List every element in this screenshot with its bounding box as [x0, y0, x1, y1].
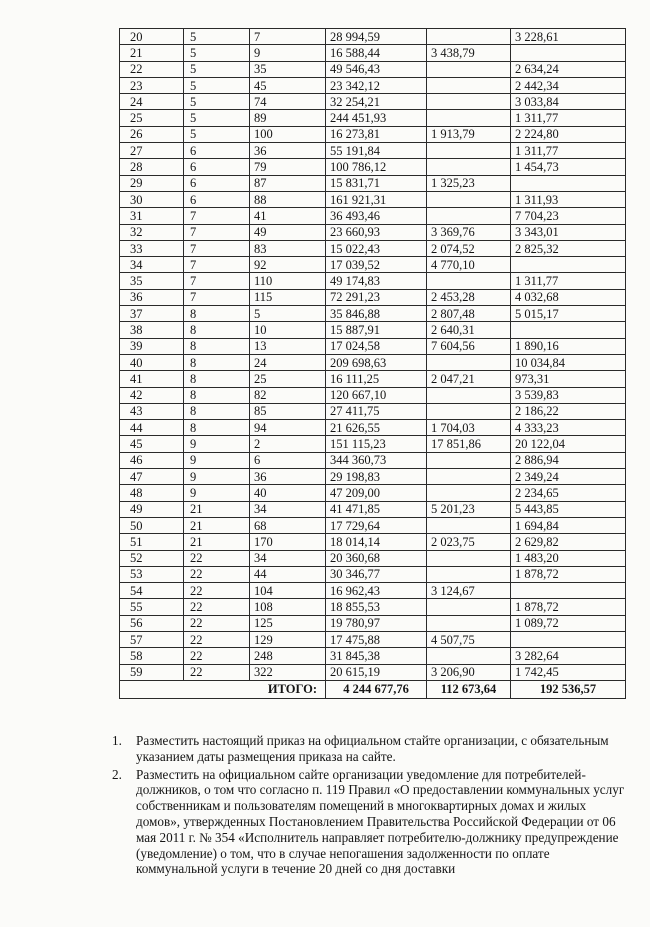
accrual-amount: 3 282,64	[511, 648, 626, 664]
payment-amount: 1 913,79	[427, 126, 511, 142]
payment-amount: 17 851,86	[427, 436, 511, 452]
table-row	[120, 306, 626, 322]
accrual-amount	[511, 322, 626, 338]
house-number: 7	[184, 224, 250, 240]
table-row	[120, 29, 626, 45]
row-number: 47	[120, 469, 184, 485]
payment-amount	[427, 387, 511, 403]
accrual-amount: 7 704,23	[511, 208, 626, 224]
table-row	[120, 452, 626, 468]
house-number: 22	[184, 566, 250, 582]
payment-amount	[427, 566, 511, 582]
instruction-item	[112, 767, 632, 878]
accrual-amount: 2 234,65	[511, 485, 626, 501]
row-number: 45	[120, 436, 184, 452]
table-row	[120, 648, 626, 664]
debt-amount: 16 962,43	[326, 583, 427, 599]
row-number: 35	[120, 273, 184, 289]
row-number: 42	[120, 387, 184, 403]
table-row	[120, 289, 626, 305]
payment-amount: 4 507,75	[427, 631, 511, 647]
row-number: 36	[120, 289, 184, 305]
payment-amount	[427, 29, 511, 45]
apartment-number: 13	[250, 338, 326, 354]
payment-amount: 1 704,03	[427, 420, 511, 436]
payment-amount	[427, 403, 511, 419]
apartment-number: 40	[250, 485, 326, 501]
house-number: 22	[184, 615, 250, 631]
debt-table-body	[120, 29, 626, 681]
apartment-number: 49	[250, 224, 326, 240]
house-number: 21	[184, 517, 250, 533]
row-number: 58	[120, 648, 184, 664]
payment-amount	[427, 615, 511, 631]
row-number: 55	[120, 599, 184, 615]
debt-amount: 161 921,31	[326, 191, 427, 207]
accrual-amount: 20 122,04	[511, 436, 626, 452]
table-row	[120, 485, 626, 501]
debt-amount: 17 729,64	[326, 517, 427, 533]
row-number: 21	[120, 45, 184, 61]
debt-amount: 209 698,63	[326, 354, 427, 370]
row-number: 24	[120, 94, 184, 110]
row-number: 54	[120, 583, 184, 599]
debt-amount: 21 626,55	[326, 420, 427, 436]
apartment-number: 87	[250, 175, 326, 191]
apartment-number: 100	[250, 126, 326, 142]
apartment-number: 5	[250, 306, 326, 322]
table-row	[120, 517, 626, 533]
table-row	[120, 436, 626, 452]
house-number: 22	[184, 648, 250, 664]
row-number: 39	[120, 338, 184, 354]
debt-amount: 20 360,68	[326, 550, 427, 566]
apartment-number: 68	[250, 517, 326, 533]
apartment-number: 25	[250, 371, 326, 387]
accrual-amount: 1 742,45	[511, 664, 626, 680]
house-number: 5	[184, 110, 250, 126]
payment-amount	[427, 191, 511, 207]
apartment-number: 88	[250, 191, 326, 207]
row-number: 32	[120, 224, 184, 240]
house-number: 8	[184, 354, 250, 370]
table-row	[120, 403, 626, 419]
debt-amount: 344 360,73	[326, 452, 427, 468]
payment-amount	[427, 94, 511, 110]
debt-amount: 19 780,97	[326, 615, 427, 631]
accrual-amount: 3 343,01	[511, 224, 626, 240]
accrual-amount: 2 349,24	[511, 469, 626, 485]
house-number: 9	[184, 436, 250, 452]
table-row	[120, 420, 626, 436]
debt-amount: 120 667,10	[326, 387, 427, 403]
payment-amount	[427, 159, 511, 175]
payment-amount	[427, 110, 511, 126]
row-number: 30	[120, 191, 184, 207]
table-row	[120, 126, 626, 142]
apartment-number: 10	[250, 322, 326, 338]
debt-amount: 49 174,83	[326, 273, 427, 289]
debt-amount: 16 111,25	[326, 371, 427, 387]
payment-amount: 2 047,21	[427, 371, 511, 387]
instruction-text: Разместить настоящий приказ на официальном стайте организации, с обязательным указанием даты размещения приказа на сайте.	[136, 733, 609, 764]
row-number: 20	[120, 29, 184, 45]
row-number: 49	[120, 501, 184, 517]
payment-amount: 2 640,31	[427, 322, 511, 338]
accrual-amount: 2 825,32	[511, 240, 626, 256]
apartment-number: 41	[250, 208, 326, 224]
row-number: 51	[120, 534, 184, 550]
table-row	[120, 387, 626, 403]
total-col5: 112 673,64	[427, 680, 511, 698]
table-row	[120, 224, 626, 240]
table-row	[120, 110, 626, 126]
table-row	[120, 631, 626, 647]
row-number: 38	[120, 322, 184, 338]
house-number: 7	[184, 240, 250, 256]
row-number: 53	[120, 566, 184, 582]
apartment-number: 110	[250, 273, 326, 289]
debt-amount: 29 198,83	[326, 469, 427, 485]
accrual-amount	[511, 583, 626, 599]
table-row	[120, 354, 626, 370]
apartment-number: 248	[250, 648, 326, 664]
accrual-amount	[511, 175, 626, 191]
row-number: 28	[120, 159, 184, 175]
accrual-amount: 1 311,77	[511, 143, 626, 159]
apartment-number: 92	[250, 257, 326, 273]
debt-amount: 18 855,53	[326, 599, 427, 615]
accrual-amount: 3 539,83	[511, 387, 626, 403]
payment-amount: 3 438,79	[427, 45, 511, 61]
accrual-amount: 1 311,77	[511, 110, 626, 126]
apartment-number: 125	[250, 615, 326, 631]
house-number: 8	[184, 420, 250, 436]
house-number: 22	[184, 664, 250, 680]
instruction-number: 2.	[112, 766, 122, 782]
apartment-number: 24	[250, 354, 326, 370]
apartment-number: 44	[250, 566, 326, 582]
row-number: 50	[120, 517, 184, 533]
debt-amount: 35 846,88	[326, 306, 427, 322]
payment-amount: 7 604,56	[427, 338, 511, 354]
apartment-number: 82	[250, 387, 326, 403]
payment-amount	[427, 599, 511, 615]
accrual-amount: 2 629,82	[511, 534, 626, 550]
house-number: 22	[184, 583, 250, 599]
debt-amount: 16 588,44	[326, 45, 427, 61]
row-number: 29	[120, 175, 184, 191]
house-number: 5	[184, 61, 250, 77]
accrual-amount	[511, 45, 626, 61]
accrual-amount: 2 186,22	[511, 403, 626, 419]
table-row	[120, 77, 626, 93]
payment-amount: 3 124,67	[427, 583, 511, 599]
payment-amount	[427, 143, 511, 159]
apartment-number: 74	[250, 94, 326, 110]
apartment-number: 104	[250, 583, 326, 599]
house-number: 6	[184, 191, 250, 207]
house-number: 5	[184, 29, 250, 45]
table-row	[120, 469, 626, 485]
row-number: 25	[120, 110, 184, 126]
debt-amount: 20 615,19	[326, 664, 427, 680]
row-number: 46	[120, 452, 184, 468]
apartment-number: 129	[250, 631, 326, 647]
payment-amount	[427, 452, 511, 468]
row-number: 22	[120, 61, 184, 77]
table-row	[120, 159, 626, 175]
debt-amount: 28 994,59	[326, 29, 427, 45]
debt-amount: 41 471,85	[326, 501, 427, 517]
house-number: 22	[184, 631, 250, 647]
apartment-number: 45	[250, 77, 326, 93]
house-number: 6	[184, 159, 250, 175]
table-row	[120, 338, 626, 354]
instruction-list	[112, 733, 632, 879]
table-row	[120, 257, 626, 273]
house-number: 22	[184, 550, 250, 566]
apartment-number: 6	[250, 452, 326, 468]
accrual-amount	[511, 631, 626, 647]
apartment-number: 85	[250, 403, 326, 419]
accrual-amount	[511, 257, 626, 273]
table-row	[120, 240, 626, 256]
accrual-amount: 1 089,72	[511, 615, 626, 631]
apartment-number: 322	[250, 664, 326, 680]
payment-amount	[427, 485, 511, 501]
house-number: 7	[184, 208, 250, 224]
table-row	[120, 45, 626, 61]
table-row	[120, 664, 626, 680]
debt-amount: 23 342,12	[326, 77, 427, 93]
accrual-amount: 4 032,68	[511, 289, 626, 305]
debt-table	[119, 28, 626, 699]
payment-amount: 5 201,23	[427, 501, 511, 517]
debt-amount: 27 411,75	[326, 403, 427, 419]
house-number: 8	[184, 387, 250, 403]
accrual-amount: 2 442,34	[511, 77, 626, 93]
house-number: 7	[184, 257, 250, 273]
payment-amount: 4 770,10	[427, 257, 511, 273]
accrual-amount: 1 311,93	[511, 191, 626, 207]
debt-amount: 15 022,43	[326, 240, 427, 256]
debt-amount: 15 887,91	[326, 322, 427, 338]
accrual-amount: 2 634,24	[511, 61, 626, 77]
row-number: 37	[120, 306, 184, 322]
row-number: 57	[120, 631, 184, 647]
apartment-number: 35	[250, 61, 326, 77]
table-row	[120, 501, 626, 517]
row-number: 59	[120, 664, 184, 680]
debt-amount: 151 115,23	[326, 436, 427, 452]
accrual-amount: 1 311,77	[511, 273, 626, 289]
debt-amount: 23 660,93	[326, 224, 427, 240]
total-row	[120, 680, 626, 698]
apartment-number: 9	[250, 45, 326, 61]
house-number: 9	[184, 452, 250, 468]
house-number: 9	[184, 485, 250, 501]
accrual-amount: 2 224,80	[511, 126, 626, 142]
payment-amount: 1 325,23	[427, 175, 511, 191]
accrual-amount: 1 483,20	[511, 550, 626, 566]
payment-amount: 2 074,52	[427, 240, 511, 256]
debt-amount: 36 493,46	[326, 208, 427, 224]
row-number: 23	[120, 77, 184, 93]
table-row	[120, 94, 626, 110]
debt-amount: 49 546,43	[326, 61, 427, 77]
row-number: 44	[120, 420, 184, 436]
apartment-number: 34	[250, 550, 326, 566]
table-row	[120, 191, 626, 207]
house-number: 7	[184, 273, 250, 289]
table-row	[120, 143, 626, 159]
row-number: 34	[120, 257, 184, 273]
house-number: 8	[184, 403, 250, 419]
payment-amount	[427, 469, 511, 485]
payment-amount: 3 206,90	[427, 664, 511, 680]
apartment-number: 36	[250, 469, 326, 485]
accrual-amount: 3 033,84	[511, 94, 626, 110]
house-number: 22	[184, 599, 250, 615]
accrual-amount: 5 015,17	[511, 306, 626, 322]
instruction-item	[112, 733, 632, 765]
payment-amount	[427, 517, 511, 533]
total-col6: 192 536,57	[511, 680, 626, 698]
accrual-amount: 1 890,16	[511, 338, 626, 354]
house-number: 21	[184, 534, 250, 550]
apartment-number: 83	[250, 240, 326, 256]
payment-amount	[427, 273, 511, 289]
accrual-amount: 2 886,94	[511, 452, 626, 468]
debt-amount: 31 845,38	[326, 648, 427, 664]
house-number: 9	[184, 469, 250, 485]
debt-amount: 15 831,71	[326, 175, 427, 191]
payment-amount	[427, 208, 511, 224]
table-row	[120, 175, 626, 191]
debt-amount: 47 209,00	[326, 485, 427, 501]
debt-amount: 55 191,84	[326, 143, 427, 159]
debt-amount: 17 039,52	[326, 257, 427, 273]
house-number: 6	[184, 175, 250, 191]
debt-amount: 72 291,23	[326, 289, 427, 305]
row-number: 48	[120, 485, 184, 501]
row-number: 56	[120, 615, 184, 631]
payment-amount: 2 807,48	[427, 306, 511, 322]
payment-amount	[427, 648, 511, 664]
apartment-number: 36	[250, 143, 326, 159]
table-row	[120, 322, 626, 338]
table-row	[120, 208, 626, 224]
payment-amount	[427, 550, 511, 566]
accrual-amount: 1 454,73	[511, 159, 626, 175]
table-row	[120, 61, 626, 77]
apartment-number: 34	[250, 501, 326, 517]
apartment-number: 170	[250, 534, 326, 550]
accrual-amount: 973,31	[511, 371, 626, 387]
debt-amount: 244 451,93	[326, 110, 427, 126]
row-number: 33	[120, 240, 184, 256]
accrual-amount: 1 694,84	[511, 517, 626, 533]
row-number: 26	[120, 126, 184, 142]
apartment-number: 115	[250, 289, 326, 305]
payment-amount	[427, 77, 511, 93]
row-number: 27	[120, 143, 184, 159]
apartment-number: 7	[250, 29, 326, 45]
apartment-number: 79	[250, 159, 326, 175]
row-number: 43	[120, 403, 184, 419]
apartment-number: 89	[250, 110, 326, 126]
house-number: 8	[184, 338, 250, 354]
accrual-amount: 1 878,72	[511, 599, 626, 615]
house-number: 6	[184, 143, 250, 159]
house-number: 7	[184, 289, 250, 305]
accrual-amount: 4 333,23	[511, 420, 626, 436]
instruction-number: 1.	[112, 733, 122, 748]
debt-amount: 16 273,81	[326, 126, 427, 142]
instruction-text: Разместить на официальном сайте организации уведомление для потребителей-должников, о том что согласно п. 119 Правил «О предоставлении коммунальных услуг собственникам и пользователям помещений в многоквартирных домах и жилых домов», утвержденных Постановлением Правительства Российской Федерации от 06 мая 2011 г. № 354 «Исполнитель направляет потребителю-должнику предупреждение (уведомление) о том, что в случае непогашения задолженности по оплате коммунальной услуги в течение 20 дней со дня доставки	[136, 766, 625, 877]
house-number: 5	[184, 45, 250, 61]
table-row	[120, 273, 626, 289]
table-row	[120, 599, 626, 615]
house-number: 21	[184, 501, 250, 517]
table-row	[120, 583, 626, 599]
apartment-number: 2	[250, 436, 326, 452]
house-number: 5	[184, 126, 250, 142]
accrual-amount: 10 034,84	[511, 354, 626, 370]
house-number: 8	[184, 371, 250, 387]
table-row	[120, 615, 626, 631]
payment-amount: 2 023,75	[427, 534, 511, 550]
row-number: 40	[120, 354, 184, 370]
table-row	[120, 566, 626, 582]
debt-amount: 17 024,58	[326, 338, 427, 354]
table-row	[120, 550, 626, 566]
debt-amount: 32 254,21	[326, 94, 427, 110]
debt-amount: 17 475,88	[326, 631, 427, 647]
debt-amount: 18 014,14	[326, 534, 427, 550]
payment-amount: 3 369,76	[427, 224, 511, 240]
total-label: ИТОГО:	[120, 680, 326, 698]
payment-amount	[427, 354, 511, 370]
total-col4: 4 244 677,76	[326, 680, 427, 698]
house-number: 5	[184, 77, 250, 93]
house-number: 8	[184, 322, 250, 338]
house-number: 8	[184, 306, 250, 322]
payment-amount: 2 453,28	[427, 289, 511, 305]
payment-amount	[427, 61, 511, 77]
accrual-amount: 1 878,72	[511, 566, 626, 582]
debt-amount: 30 346,77	[326, 566, 427, 582]
table-row	[120, 371, 626, 387]
row-number: 31	[120, 208, 184, 224]
table-row	[120, 534, 626, 550]
debt-amount: 100 786,12	[326, 159, 427, 175]
accrual-amount: 5 443,85	[511, 501, 626, 517]
apartment-number: 108	[250, 599, 326, 615]
accrual-amount: 3 228,61	[511, 29, 626, 45]
row-number: 52	[120, 550, 184, 566]
house-number: 5	[184, 94, 250, 110]
row-number: 41	[120, 371, 184, 387]
apartment-number: 94	[250, 420, 326, 436]
